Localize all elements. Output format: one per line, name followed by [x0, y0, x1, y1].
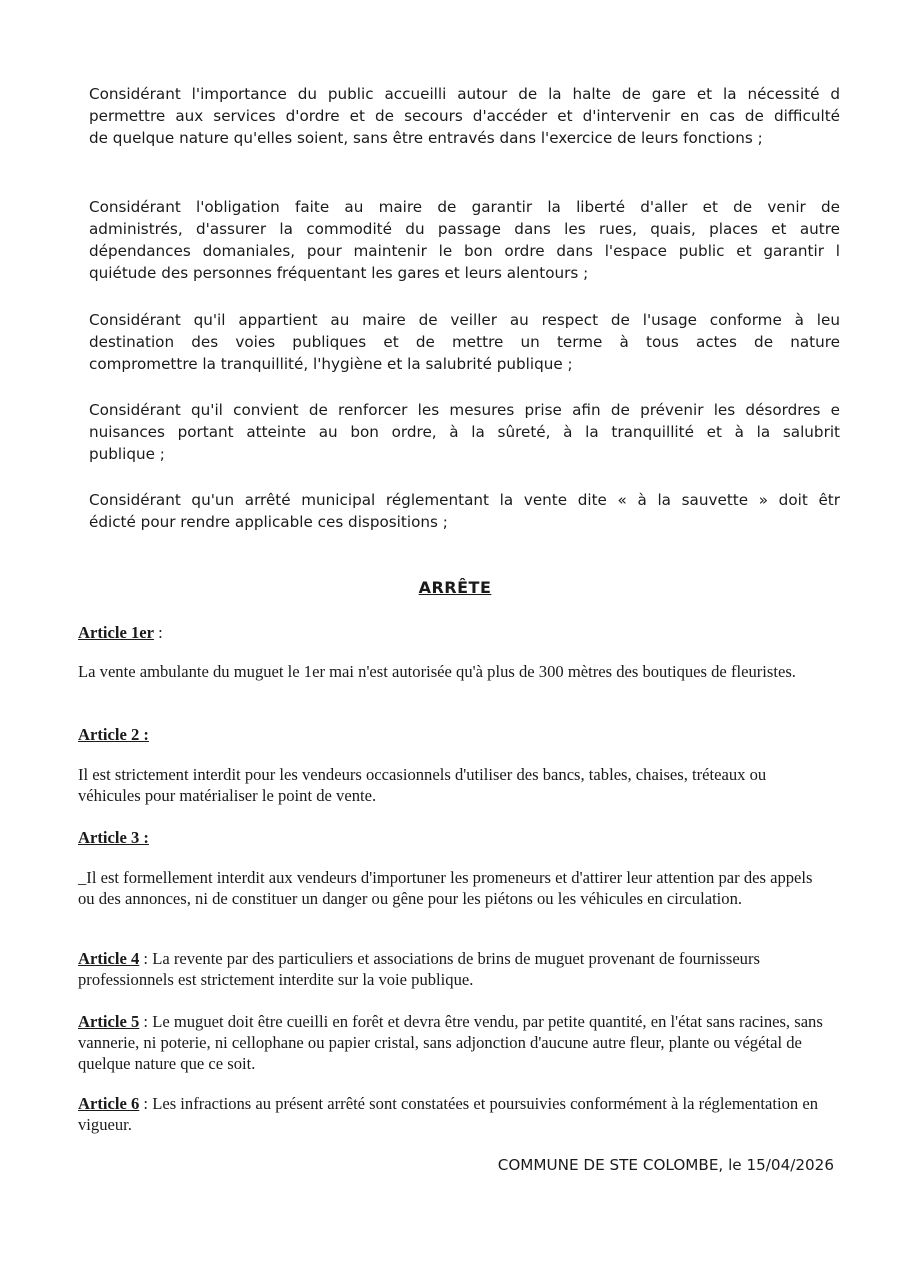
considerant-line: Considérant l'importance du public accueilli autour de la halte de gare et la nécessité d [89, 85, 840, 103]
article-3-label: Article 3 : [78, 828, 149, 847]
article-6 [78, 1093, 830, 1135]
article-4 [78, 948, 830, 990]
article-2-heading [78, 724, 149, 745]
considerant-2 [89, 196, 840, 284]
considerant-line: Considérant qu'il convient de renforcer les mesures prise afin de prévenir les désordres e [89, 401, 840, 419]
considerant-line: publique ; [89, 445, 165, 463]
article-1-colon: : [154, 623, 163, 642]
article-1-body: La vente ambulante du muguet le 1er mai n'est autorisée qu'à plus de 300 mètres des boutiques de fleuristes. [78, 662, 796, 681]
considerant-line: Considérant qu'un arrêté municipal réglementant la vente dite « à la sauvette » doit êtr [89, 491, 840, 509]
considerant-line: édicté pour rendre applicable ces dispositions ; [89, 513, 448, 531]
article-5 [78, 1011, 830, 1074]
considerant-line: permettre aux services d'ordre et de secours d'accéder et d'intervenir en cas de difficulté [89, 107, 840, 125]
article-3-body: _Il est formellement interdit aux vendeurs d'importuner les promeneurs et d'attirer leur attention par des appels ou des annonces, ni de constituer un danger ou gêne pour les piétons ou les véhicules en circulation. [78, 868, 813, 908]
article-5-label: Article 5 [78, 1012, 140, 1031]
considerant-line: quiétude des personnes fréquentant les gares et leurs alentours ; [89, 264, 589, 282]
considerant-3 [89, 309, 840, 375]
article-3-heading [78, 827, 149, 848]
considerant-line: Considérant l'obligation faite au maire de garantir la liberté d'aller et de venir de [89, 198, 840, 216]
page-title: ARRÊTE [418, 578, 492, 597]
article-1-heading [78, 622, 163, 643]
article-6-text: : Les infractions au présent arrêté sont constatées et poursuivies conformément à la réglementation en vigueur. [78, 1094, 818, 1134]
article-4-label: Article 4 [78, 949, 140, 968]
considerant-5 [89, 489, 840, 533]
considerant-4 [89, 399, 840, 465]
considerant-1 [89, 83, 840, 149]
article-2-label: Article 2 : [78, 725, 149, 744]
article-6-label: Article 6 [78, 1094, 140, 1113]
considerant-line: compromettre la tranquillité, l'hygiène et la salubrité publique ; [89, 355, 573, 373]
considerant-line: dépendances domaniales, pour maintenir le bon ordre dans l'espace public et garantir l [89, 242, 840, 260]
article-1-label: Article 1er [78, 623, 155, 642]
considerant-line: administrés, d'assurer la commodité du passage dans les rues, quais, places et autre [89, 220, 840, 238]
signature-line: COMMUNE DE STE COLOMBE, le 15/04/2026 [497, 1156, 834, 1174]
considerant-line: de quelque nature qu'elles soient, sans être entravés dans l'exercice de leurs fonctions ; [89, 129, 763, 147]
article-5-text: : Le muguet doit être cueilli en forêt et devra être vendu, par petite quantité, en l'état sans racines, sans vannerie, ni poterie, ni cellophane ou papier cristal, sans adjonction d'aucune autre fleur, plante ou végétal de quelque nature que ce soit. [78, 1012, 823, 1073]
article-2-body: Il est strictement interdit pour les vendeurs occasionnels d'utiliser des bancs, tables, chaises, tréteaux ou véhicules pour matérialiser le point de vente. [78, 765, 767, 805]
article-4-text: : La revente par des particuliers et associations de brins de muguet provenant de fournisseurs professionnels est strictement interdite sur la voie publique. [78, 949, 760, 989]
considerant-line: Considérant qu'il appartient au maire de veiller au respect de l'usage conforme à leu [89, 311, 840, 329]
considerant-line: destination des voies publiques et de mettre un terme à tous actes de nature [89, 333, 840, 351]
considerant-line: nuisances portant atteinte au bon ordre, à la sûreté, à la tranquillité et à la salubrit [89, 423, 840, 441]
